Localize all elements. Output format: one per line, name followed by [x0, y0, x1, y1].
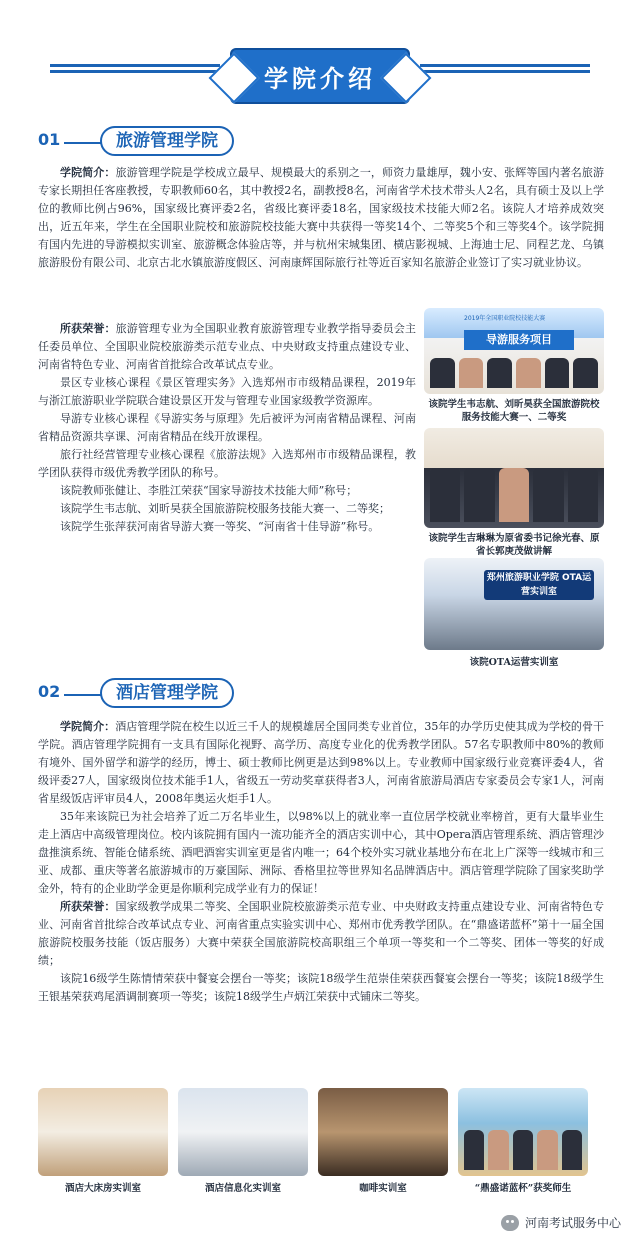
person	[545, 358, 570, 388]
honor-text: 国家级教学成果二等奖、全国职业院校旅游类示范专业、中央财政支持重点建设专业、河南省特色专业、河南省首批综合改革试点专业、河南省重点实验实训中心、郑州市优秀教学团队。在“鼎盛诺蓝杯”第十一届全国旅游院校服务技能（饭店服务）大赛中荣获全国旅游院校高职组三个单项一等奖和一个二等奖、团体一等奖的好成绩；	[38, 900, 605, 967]
photo-caption: 该院学生韦志航、刘昕昊获全国旅游院校服务技能大赛一、二等奖	[428, 399, 600, 423]
photo-award-group	[458, 1088, 588, 1176]
section-title: 旅游管理学院	[100, 126, 234, 156]
tourism-honors	[38, 320, 416, 536]
photo-guide-explaining	[424, 428, 604, 528]
photo-caption: 咖啡实训室	[359, 1183, 407, 1194]
person	[459, 358, 484, 388]
account-name: 河南考试服务中心	[524, 1216, 621, 1230]
person	[533, 468, 563, 522]
wechat-account-watermark	[501, 1214, 621, 1231]
photo-caption: 该院学生吉琳琳为原省委书记徐光春、原省长郭庚茂做讲解	[428, 533, 600, 557]
tourism-para-4: 导游专业核心课程《导游实务与原理》先后被评为河南省精品课程、河南省精品资源共享课、河南省精品在线开放课程。	[38, 412, 416, 443]
person	[499, 468, 529, 522]
person	[430, 468, 460, 522]
tourism-para-8: 该院学生张萍获河南省导游大赛一等奖、“河南省十佳导游”称号。	[60, 520, 380, 533]
people-row	[430, 468, 598, 522]
photo-king-room	[38, 1088, 168, 1176]
person	[537, 1130, 557, 1170]
header-banner	[0, 40, 639, 110]
person	[487, 358, 512, 388]
section-heading-tourism	[38, 126, 618, 158]
person	[464, 468, 494, 522]
person	[488, 1130, 508, 1170]
photo-caption: “鼎盛诺蓝杯”获奖师生	[474, 1183, 572, 1194]
section-title: 酒店管理学院	[100, 678, 234, 708]
section-heading-hotel	[38, 678, 618, 710]
intro-text: 酒店管理学院在校生以近三千人的规模雄居全国同类专业首位，35年的办学历史使其成为学校的骨干学院。酒店管理学院拥有一支具有国际化视野、高学历、高度专业化的优秀教学团队。57名专职教师中80%的教师有境外、国外留学和游学的经历，博士、硕士教师比例更是达到98%以上。专业教师中国家级行业竞赛评委4人，省级评委27人，国家级岗位技术能手1人，省级五一劳动奖章获得者3人，河南省旅游局酒店专家委员会专家1人，河南省星级饭店评审员4人，2008年奥运火炬手1人。	[38, 720, 605, 805]
hotel-para-2: 35年来该院已为社会培养了近二万名毕业生，以98%以上的就业率一直位居学校就业率榜首，更有大量毕业生走上酒店中高级管理岗位。校内该院拥有国内一流功能齐全的酒店实训中心，其中Opera酒店管理系统、酒店管理沙盘推演系统、智能仓储系统、酒吧酒窖实训室更是省内唯一；64个校外实习就业基地分布在北上广深等一线城市和三亚、成都、重庆等著名旅游城市的万豪国际、洲际、香格里拉等世界知名品牌酒店中。酒店管理学院除了国家奖助学金外，特有的企业助学金更是你顺利完成学业有力的保证！	[38, 810, 604, 895]
wechat-icon	[501, 1215, 519, 1231]
tourism-para-3: 景区专业核心课程《景区管理实务》入选郑州市市级精品课程，2019年与浙江旅游职业学院联合建设景区开发与管理专业国家级教学资源库。	[38, 376, 416, 407]
people-row	[430, 358, 598, 388]
person	[562, 1130, 582, 1170]
photo-caption: 酒店信息化实训室	[204, 1183, 281, 1194]
photo-it-lab	[178, 1088, 308, 1176]
photo-sign: 导游服务项目	[464, 330, 574, 350]
honor-label: 所获荣誉：	[60, 322, 116, 335]
people-row	[464, 1130, 582, 1170]
hotel-text	[38, 718, 604, 1006]
intro-label: 学院简介：	[60, 720, 116, 733]
honor-label: 所获荣誉：	[60, 900, 116, 913]
hotel-para-4: 该院16级学生陈情情荣获中餐宴会摆台一等奖；该院18级学生范崇佳荣获西餐宴会摆台一等奖；该院18级学生王银基荣获鸡尾酒调制赛项一等奖；该院18级学生卢炳江荣获中式铺床二等奖。	[38, 972, 604, 1003]
photo-sign: 郑州旅游职业学院 OTA运营实训室	[484, 570, 594, 600]
banner-line-right	[420, 64, 590, 67]
tourism-para-6: 该院教师张健让、李胜江荣获“国家导游技术技能大师”称号；	[60, 484, 358, 497]
person	[568, 468, 598, 522]
tourism-para-5: 旅行社经营管理专业核心课程《旅游法规》入选郑州市市级精品课程，教学团队获得市级优秀教学团队的称号。	[38, 448, 416, 479]
intro-label: 学院简介：	[60, 166, 116, 179]
photo-competition	[424, 308, 604, 394]
section-number: 02	[38, 682, 61, 701]
photo-coffee-lab	[318, 1088, 448, 1176]
tourism-intro	[38, 164, 604, 272]
person	[573, 358, 598, 388]
intro-text: 旅游管理学院是学校成立最早、规模最大的系别之一，师资力量雄厚，魏小安、张辉等国内著名旅游专家长期担任客座教授，专职教师60名，其中教授2名，副教授8名，河南省学术技术带头人2名，具有硕士及以上学位的教师比例占96%，国家级比赛评委2名，省级比赛评委18名，国家级技术技能大师2名。该院人才培养成效突出，近五年来，学生在全国职业院校和旅游院校技能大赛中共获得一等奖14个、二等奖5个和三等奖4个。该学院拥有国内先进的导游模拟实训室、旅游概念体验店等，并与杭州宋城集团、横店影视城、上海迪士尼、同程艺龙、乌镇旅游股份有限公司、北京古北水镇旅游度假区、河南康辉国际旅行社等近百家知名旅游企业签订了实习就业协议。	[38, 166, 605, 269]
photo-small-text: 2019年全国职业院校技能大赛	[464, 315, 546, 322]
banner-line-right-2	[420, 70, 590, 73]
person	[464, 1130, 484, 1170]
banner-line-left-2	[50, 70, 220, 73]
honor-text: 旅游管理专业为全国职业教育旅游管理专业教学指导委员会主任委员单位、全国职业院校旅游类示范专业点、中央财政支持重点建设专业、河南省特色专业、河南省首批综合改革试点专业。	[38, 322, 417, 371]
section-number: 01	[38, 130, 61, 149]
person	[516, 358, 541, 388]
photo-ota-lab	[424, 558, 604, 650]
person	[513, 1130, 533, 1170]
photo-caption: 该院OTA运营实训室	[469, 657, 559, 668]
banner-line-left	[50, 64, 220, 67]
photo-caption: 酒店大床房实训室	[64, 1183, 141, 1194]
tourism-para-7: 该院学生韦志航、刘昕昊获全国旅游院校服务技能大赛一、二等奖；	[60, 502, 390, 515]
person	[430, 358, 455, 388]
page-title: 学院介绍	[230, 48, 410, 104]
